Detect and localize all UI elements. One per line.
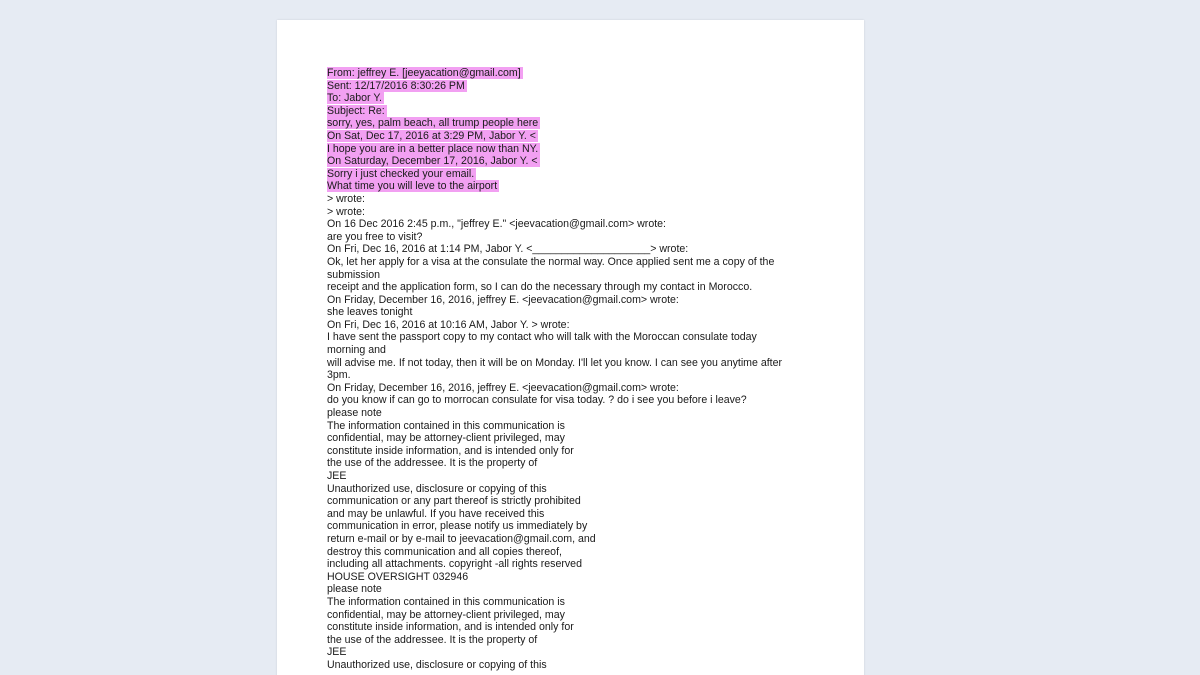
text-line: HOUSE OVERSIGHT 032946 — [327, 570, 469, 583]
text-line: constitute inside information, and is intended only for — [327, 444, 574, 457]
highlighted-line: On Saturday, December 17, 2016, Jabor Y. < — [327, 155, 538, 168]
highlighted-line: To: Jabor Y. — [327, 92, 382, 105]
text-line: On Friday, December 16, 2016, jeffrey E. <jeevacation@gmail.com> wrote: — [327, 293, 679, 306]
email-text — [327, 67, 827, 672]
highlighted-line: I hope you are in a better place now than NY. — [327, 142, 539, 155]
text-line: and may be unlawful. If you have received this — [327, 507, 545, 520]
text-line: the use of the addressee. It is the property of — [327, 633, 538, 646]
text-line: communication or any part thereof is strictly prohibited — [327, 495, 581, 508]
text-line: destroy this communication and all copies thereof, — [327, 545, 562, 558]
highlighted-line: Sent: 12/17/2016 8:30:26 PM — [327, 79, 465, 92]
text-line: are you free to visit? — [327, 230, 423, 243]
text-line: Ok, let her apply for a visa at the consulate the normal way. Once applied sent me a copy of the — [327, 255, 775, 268]
text-line: she leaves tonight — [327, 306, 413, 319]
text-line: return e-mail or by e-mail to jeevacation@gmail.com, and — [327, 532, 596, 545]
text-line: Unauthorized use, disclosure or copying of this — [327, 482, 547, 495]
text-line: including all attachments. copyright -all rights reserved — [327, 558, 582, 571]
text-line: please note — [327, 583, 382, 596]
text-line: JEE — [327, 646, 347, 659]
text-line: communication in error, please notify us immediately by — [327, 520, 588, 533]
text-line: 3pm. — [327, 369, 351, 382]
text-line: confidential, may be attorney-client privileged, may — [327, 608, 565, 621]
text-line: confidential, may be attorney-client privileged, may — [327, 432, 565, 445]
text-line: submission — [327, 268, 380, 281]
highlighted-line: From: jeffrey E. [jeeyacation@gmail.com] — [327, 67, 521, 79]
text-line: will advise me. If not today, then it will be on Monday. I'll let you know. I can see you anytime after — [327, 356, 783, 369]
text-line: constitute inside information, and is intended only for — [327, 621, 574, 634]
text-line: JEE — [327, 470, 347, 482]
text-line: Unauthorized use, disclosure or copying of this — [327, 658, 547, 671]
highlighted-line: Sorry i just checked your email. — [327, 167, 475, 180]
highlighted-line: On Sat, Dec 17, 2016 at 3:29 PM, Jabor Y. < — [327, 129, 536, 142]
text-line: The information contained in this communication is — [327, 595, 565, 608]
text-line: morning and — [327, 344, 386, 357]
text-line: > wrote: — [327, 192, 365, 205]
document-page — [277, 20, 864, 675]
text-line: On Friday, December 16, 2016, jeffrey E. <jeevacation@gmail.com> wrote: — [327, 381, 679, 394]
highlighted-block — [327, 67, 827, 193]
text-line: the use of the addressee. It is the property of — [327, 457, 538, 470]
highlighted-line: What time you will leve to the airport — [327, 180, 498, 193]
text-line: > wrote: — [327, 205, 365, 218]
text-line: On Fri, Dec 16, 2016 at 10:16 AM, Jabor Y. > wrote: — [327, 318, 570, 331]
text-line: please note — [327, 407, 382, 420]
text-line: On Fri, Dec 16, 2016 at 1:14 PM, Jabor Y. <____________________> wrote: — [327, 243, 689, 256]
text-line: On 16 Dec 2016 2:45 p.m., "jeffrey E." <jeevacation@gmail.com> wrote: — [327, 218, 667, 231]
highlighted-line: Subject: Re: — [327, 104, 385, 117]
body-block — [327, 193, 827, 672]
text-line: do you know if can go to morrocan consulate for visa today. ? do i see you before i leave? — [327, 394, 747, 407]
text-line: The information contained in this communication is — [327, 419, 565, 432]
text-line: receipt and the application form, so I can do the necessary through my contact in Morocco. — [327, 281, 753, 294]
highlighted-line: sorry, yes, palm beach, all trump people here — [327, 117, 539, 130]
text-line: I have sent the passport copy to my contact who will talk with the Moroccan consulate today — [327, 331, 757, 344]
